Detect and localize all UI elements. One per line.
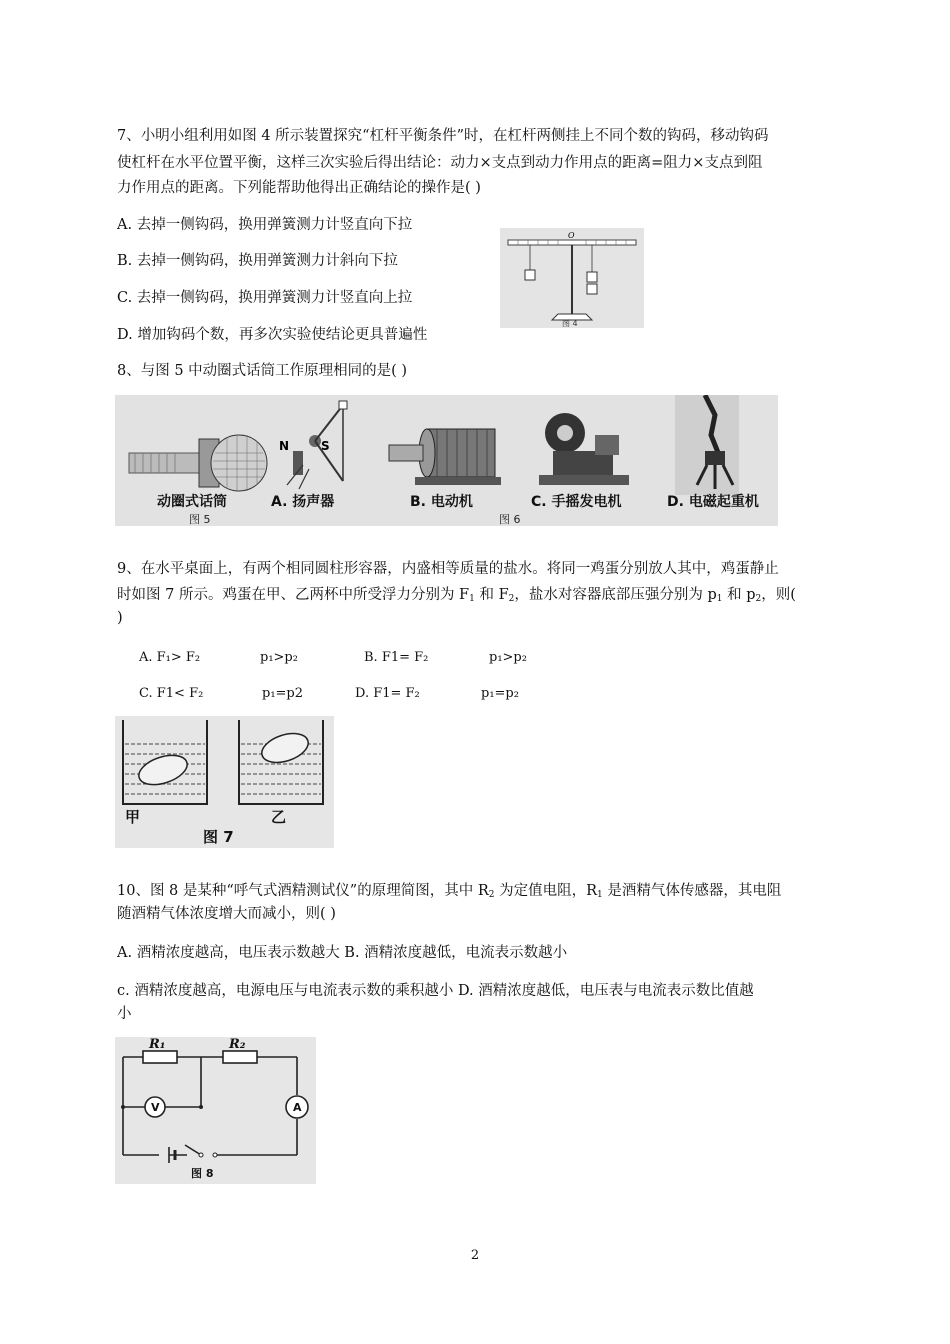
page-number: 2 bbox=[470, 1248, 480, 1263]
q7-option-c: C. 去掉一侧钩码，换用弹簧测力计竖直向上拉 bbox=[117, 290, 413, 306]
svg-text:S: S bbox=[321, 439, 330, 453]
label-option-a: A. 扬声器 bbox=[271, 494, 335, 510]
q10-options-cd-1: c. 酒精浓度越高，电源电压与电流表示数的乘积越小 D. 酒精浓度越低，电压表与电流表示数比值越 bbox=[117, 983, 754, 999]
q7-line-2: 使杠杆在水平位置平衡，这样三次实验后得出结论：动力×支点到动力作用点的距离=阻力×支点到阻 bbox=[117, 155, 763, 171]
figure-4-caption: 图 4 bbox=[562, 319, 578, 328]
q10-options-ab: A. 酒精浓度越高，电压表示数越大 B. 酒精浓度越低，电流表示数越小 bbox=[117, 945, 568, 961]
label-option-c: C. 手摇发电机 bbox=[531, 494, 622, 510]
label-option-d: D. 电磁起重机 bbox=[667, 494, 759, 510]
q9-option-b-pressure: p₁>p₂ bbox=[489, 650, 527, 665]
q9-line-3: ) bbox=[117, 610, 123, 626]
ammeter-label: A bbox=[293, 1101, 302, 1114]
q9-option-d-pressure: p₁=p₂ bbox=[481, 686, 519, 701]
figure-5-6-strip bbox=[115, 395, 778, 526]
figure-7-caption: 图 7 bbox=[203, 828, 234, 846]
label-option-b: B. 电动机 bbox=[410, 494, 473, 510]
q9-option-c: C. F1< F₂ bbox=[139, 686, 204, 701]
q8-text: 8、与图 5 中动圈式话筒工作原理相同的是( ) bbox=[117, 363, 408, 379]
figure-7-beakers bbox=[115, 716, 334, 848]
q9-option-a: A. F₁> F₂ bbox=[139, 650, 201, 665]
q10-line-2: 随酒精气体浓度增大而减小，则( ) bbox=[117, 906, 336, 922]
label-yi: 乙 bbox=[271, 808, 287, 826]
crane-drawing bbox=[675, 395, 739, 495]
q7-option-a: A. 去掉一侧钩码，换用弹簧测力计竖直向下拉 bbox=[117, 217, 413, 233]
q7-line-1: 7、小明小组利用如图 4 所示装置探究“杠杆平衡条件”时，在杠杆两侧挂上不同个数的钩码，移动钩码 bbox=[117, 128, 769, 144]
q9-option-b: B. F1= F₂ bbox=[364, 650, 429, 665]
q9-option-c-pressure: p₁=p2 bbox=[262, 686, 304, 701]
figure-6-caption: 图 6 bbox=[499, 513, 521, 526]
q7-option-d: D. 增加钩码个数，再多次实验使结论更具普遍性 bbox=[117, 327, 428, 343]
q10-options-cd-2: 小 bbox=[117, 1006, 132, 1022]
q7-line-3: 力作用点的距离。下列能帮助他得出正确结论的操作是( ) bbox=[117, 180, 481, 196]
voltmeter-label: V bbox=[151, 1101, 160, 1114]
figure-8-circuit bbox=[115, 1037, 316, 1184]
label-r2: R₂ bbox=[229, 1037, 246, 1052]
label-r1: R₁ bbox=[149, 1037, 166, 1052]
q7-option-b: B. 去掉一侧钩码，换用弹簧测力计斜向下拉 bbox=[117, 253, 398, 269]
q9-line-2: 时如图 7 所示。鸡蛋在甲、乙两杯中所受浮力分别为 $F_1$ 和 $F_2$，盐水对容器底部压强分别为 $p_1$ 和 $p_2$，则( bbox=[117, 587, 796, 604]
svg-text:N: N bbox=[279, 439, 290, 453]
figure-4-lever bbox=[500, 228, 644, 328]
label-jia: 甲 bbox=[125, 808, 141, 826]
pivot-label: O bbox=[568, 231, 575, 240]
q9-option-a-pressure: p₁>p₂ bbox=[260, 650, 298, 665]
q10-line-1: 10、图 8 是某种“呼气式酒精测试仪”的原理简图，其中 $R_2$ 为定值电阻，$R_1$ 是酒精气体传感器，其电阻 bbox=[117, 883, 782, 900]
figure-5-caption: 图 5 bbox=[189, 513, 211, 526]
figure-8-caption: 图 8 bbox=[191, 1167, 214, 1180]
q9-option-d: D. F1= F₂ bbox=[355, 686, 420, 701]
label-dynamic-microphone: 动圈式话筒 bbox=[157, 494, 227, 510]
q9-line-1: 9、在水平桌面上，有两个相同圆柱形容器，内盛相等质量的盐水。将同一鸡蛋分别放人其中，鸡蛋静止 bbox=[117, 561, 779, 577]
